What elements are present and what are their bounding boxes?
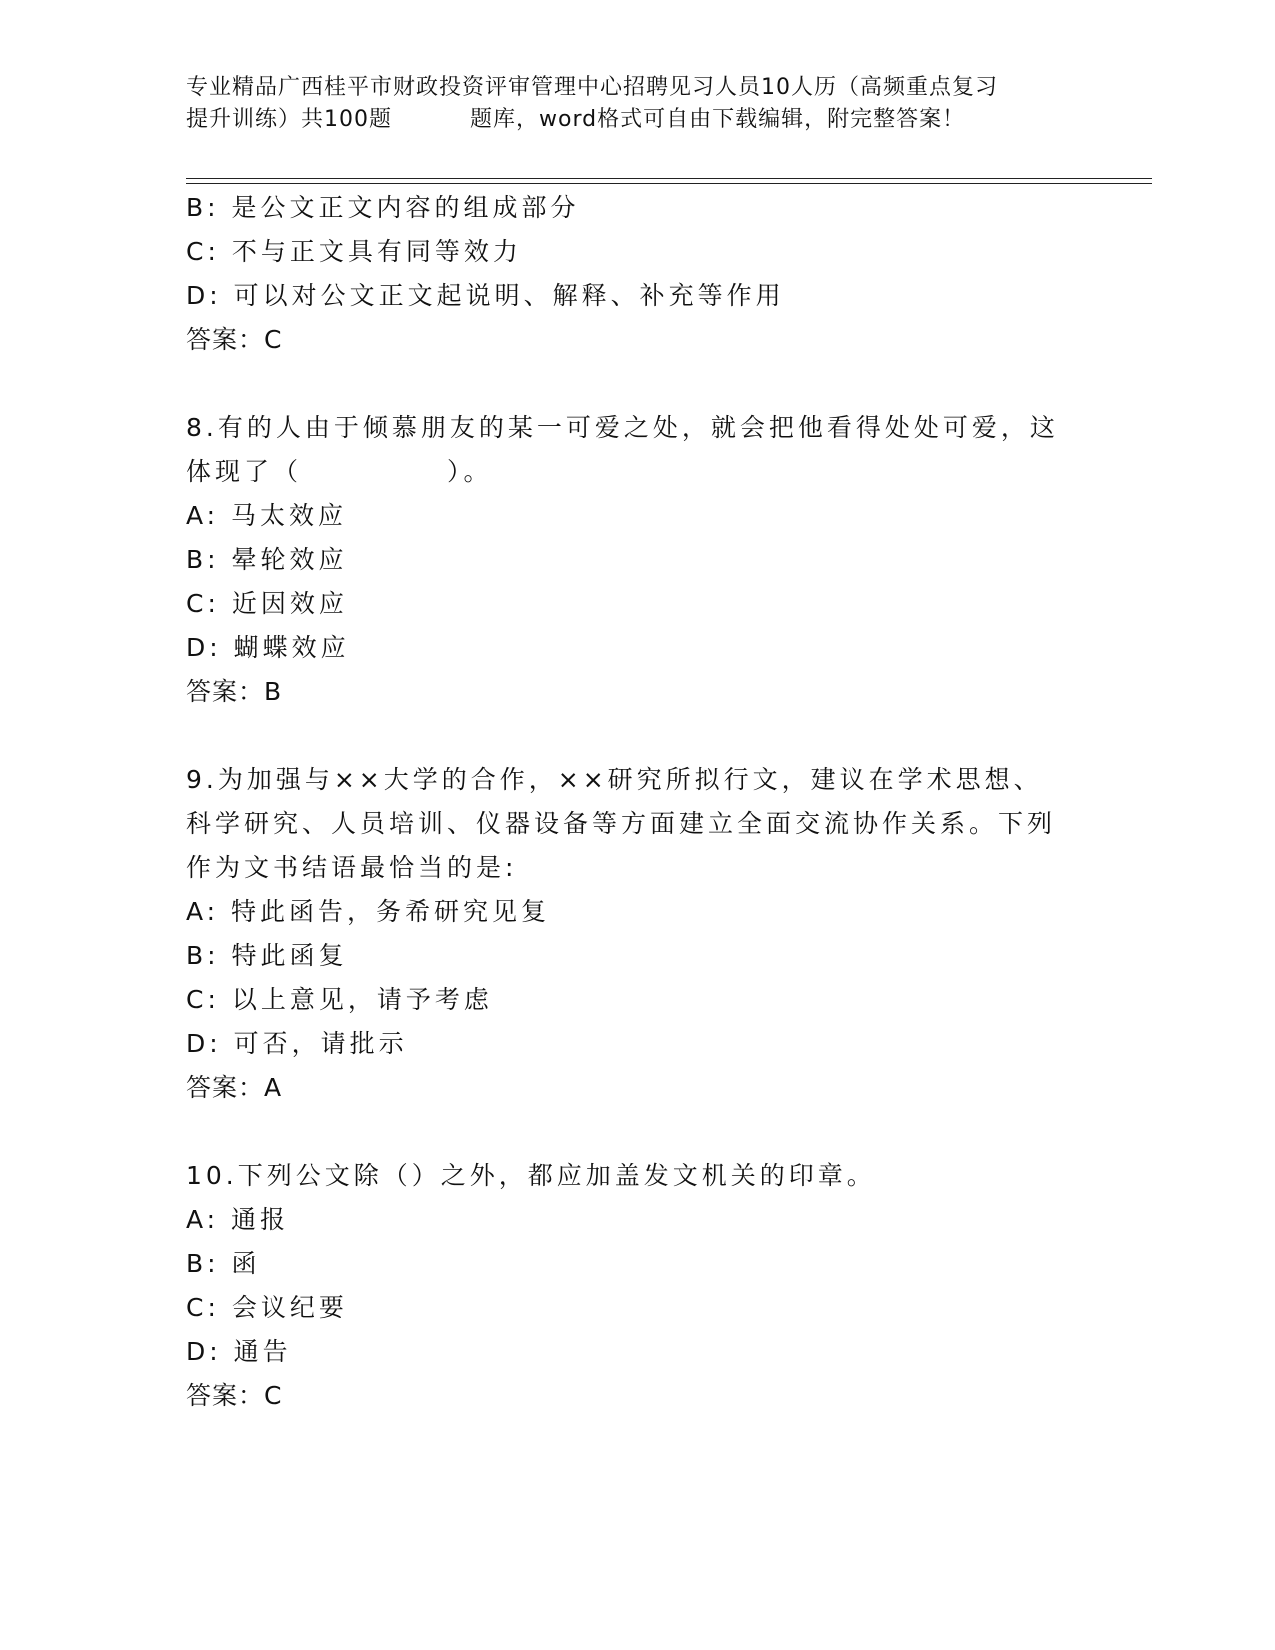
q9-option-d: D: 可否，请批示 xyxy=(186,1029,408,1058)
document-header xyxy=(186,72,1086,136)
q9-stem-line-3: 作为文书结语最恰当的是: xyxy=(186,853,518,882)
q7-answer-value: C xyxy=(264,325,282,354)
header-divider-bottom xyxy=(186,183,1152,184)
q10-option-b: B: 函 xyxy=(186,1249,261,1278)
q8-answer-value: B xyxy=(264,677,282,706)
q10-option-d: D: 通告 xyxy=(186,1337,292,1366)
q10-option-a: A: 通报 xyxy=(186,1205,290,1234)
q8-option-d: D: 蝴蝶效应 xyxy=(186,633,350,662)
header-title-part-a: 提升训练）共100题 xyxy=(186,107,392,132)
q10-answer-label: 答案： xyxy=(186,1381,265,1410)
header-title-part-b: 题库，word格式可自由下载编辑，附完整答案！ xyxy=(470,107,966,132)
q7-answer-label: 答案： xyxy=(186,325,265,354)
q9-answer-label: 答案： xyxy=(186,1073,265,1102)
q9-stem-line-2: 科学研究、人员培训、仪器设备等方面建立全面交流协作关系。下列 xyxy=(186,809,1057,838)
q7-option-c: C: 不与正文具有同等效力 xyxy=(186,237,522,266)
q9-stem-line-1: 9.为加强与××大学的合作，××研究所拟行文，建议在学术思想、 xyxy=(186,765,1043,794)
q9-option-a: A: 特此函告，务希研究见复 xyxy=(186,897,551,926)
q8-option-c: C: 近因效应 xyxy=(186,589,348,618)
header-title-line-2 xyxy=(186,104,1086,136)
q8-answer xyxy=(186,675,281,709)
q9-answer-value: A xyxy=(264,1073,282,1102)
q7-option-b: B: 是公文正文内容的组成部分 xyxy=(186,193,580,222)
q8-stem-line-2: 体现了（ ）。 xyxy=(186,457,493,486)
q7-option-d: D: 可以对公文正文起说明、解释、补充等作用 xyxy=(186,281,785,310)
header-divider-top xyxy=(186,178,1152,179)
q10-option-c: C: 会议纪要 xyxy=(186,1293,348,1322)
q8-option-b: B: 晕轮效应 xyxy=(186,545,348,574)
q8-option-a: A: 马太效应 xyxy=(186,501,348,530)
q9-answer xyxy=(186,1071,281,1105)
q8-answer-label: 答案： xyxy=(186,677,265,706)
q10-answer xyxy=(186,1379,281,1413)
header-title-line-1: 专业精品广西桂平市财政投资评审管理中心招聘见习人员10人历（高频重点复习 xyxy=(186,75,998,100)
q9-option-c: C: 以上意见，请予考虑 xyxy=(186,985,493,1014)
q7-answer xyxy=(186,323,281,357)
q8-stem-line-1: 8.有的人由于倾慕朋友的某一可爱之处，就会把他看得处处可爱，这 xyxy=(186,413,1059,442)
q10-answer-value: C xyxy=(264,1381,282,1410)
q9-option-b: B: 特此函复 xyxy=(186,941,348,970)
q10-stem-line-1: 10.下列公文除（）之外，都应加盖发文机关的印章。 xyxy=(186,1161,876,1190)
